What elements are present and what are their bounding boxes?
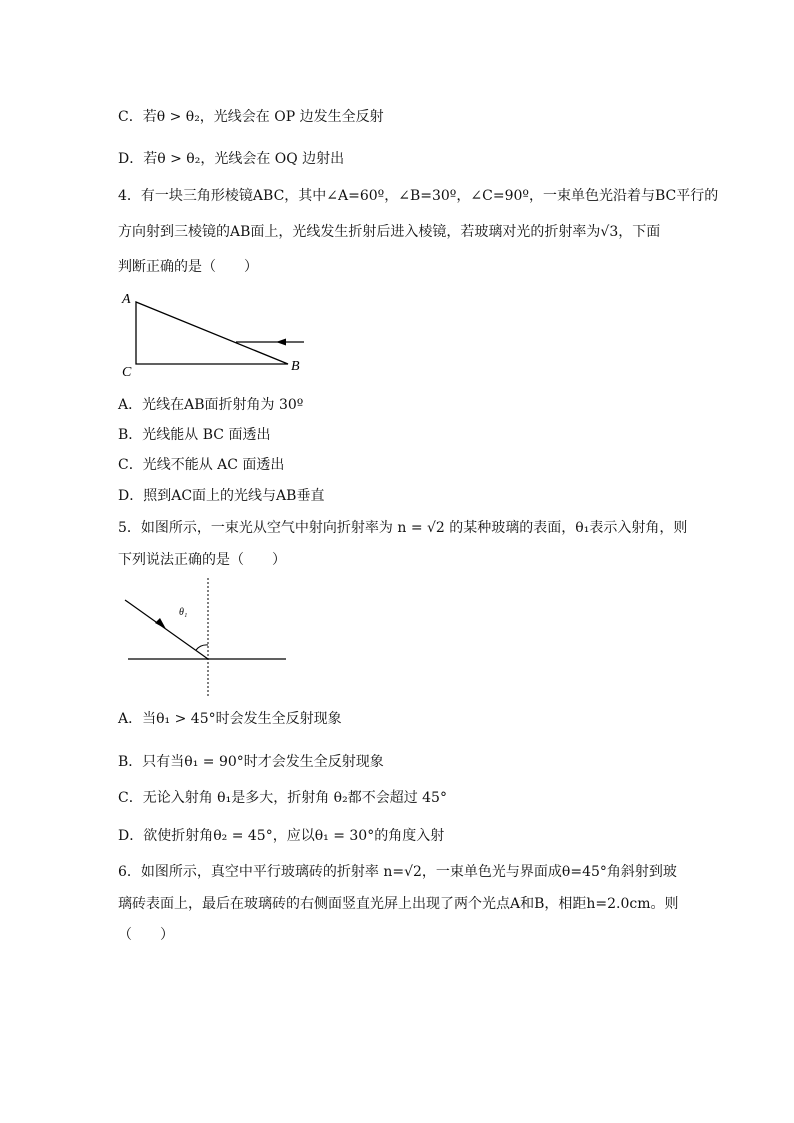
q5-stem-line-1: 5．如图所示，一束光从空气中射向折射率为 n = √2 的某种玻璃的表面，θ₁表示入射角，则: [118, 520, 688, 536]
q4-stem-line-1: 4．有一块三角形棱镜ABC，其中∠A=60º，∠B=30º，∠C=90º，一束单色光沿着与BC平行的: [118, 188, 719, 204]
q4-option-c: C．光线不能从 AC 面透出: [118, 457, 285, 473]
vertex-label-c: C: [122, 365, 132, 380]
q6-stem-line-1: 6．如图所示，真空中平行玻璃砖的折射率 n=√2，一束单色光与界面成θ=45°角斜射到玻: [118, 864, 677, 880]
prism-triangle: [136, 302, 288, 364]
theta-label: θ₁: [179, 607, 188, 618]
q3-option-d: D．若θ > θ₂，光线会在 OQ 边射出: [118, 151, 345, 167]
arrow-head-icon: [276, 339, 286, 346]
vertex-label-b: B: [291, 359, 300, 374]
q4-stem-line-2: 方向射到三棱镜的AB面上，光线发生折射后进入棱镜，若玻璃对光的折射率为√3，下面: [118, 224, 661, 240]
q3-option-c: C．若θ > θ₂，光线会在 OP 边发生全反射: [118, 109, 384, 125]
q5-option-d: D．欲使折射角θ₂ = 45°，应以θ₁ = 30°的角度入射: [118, 828, 445, 844]
vertex-label-a: A: [122, 292, 131, 307]
q4-option-b: B．光线能从 BC 面透出: [118, 427, 271, 443]
q4-option-a: A．光线在AB面折射角为 30º: [118, 397, 304, 413]
incident-ray: [125, 600, 208, 659]
arrow-head-icon: [155, 618, 166, 629]
q4-stem-line-3: 判断正确的是（ ）: [118, 259, 258, 275]
angle-arc: [196, 645, 208, 650]
q4-option-d: D．照到AC面上的光线与AB垂直: [118, 488, 325, 504]
q5-option-b: B．只有当θ₁ = 90°时才会发生全反射现象: [118, 754, 384, 770]
q5-stem-line-2: 下列说法正确的是（ ）: [118, 552, 286, 568]
q5-option-a: A．当θ₁ > 45°时会发生全反射现象: [118, 711, 342, 727]
q6-stem-line-3: （ ）: [118, 927, 174, 943]
q6-stem-line-2: 璃砖表面上，最后在玻璃砖的右侧面竖直光屏上出现了两个光点A和B，相距h=2.0cm。则: [118, 896, 679, 912]
q4-prism-figure: [110, 288, 320, 380]
q5-option-c: C．无论入射角 θ₁是多大，折射角 θ₂都不会超过 45°: [118, 790, 447, 806]
q5-refraction-figure: [118, 578, 293, 700]
